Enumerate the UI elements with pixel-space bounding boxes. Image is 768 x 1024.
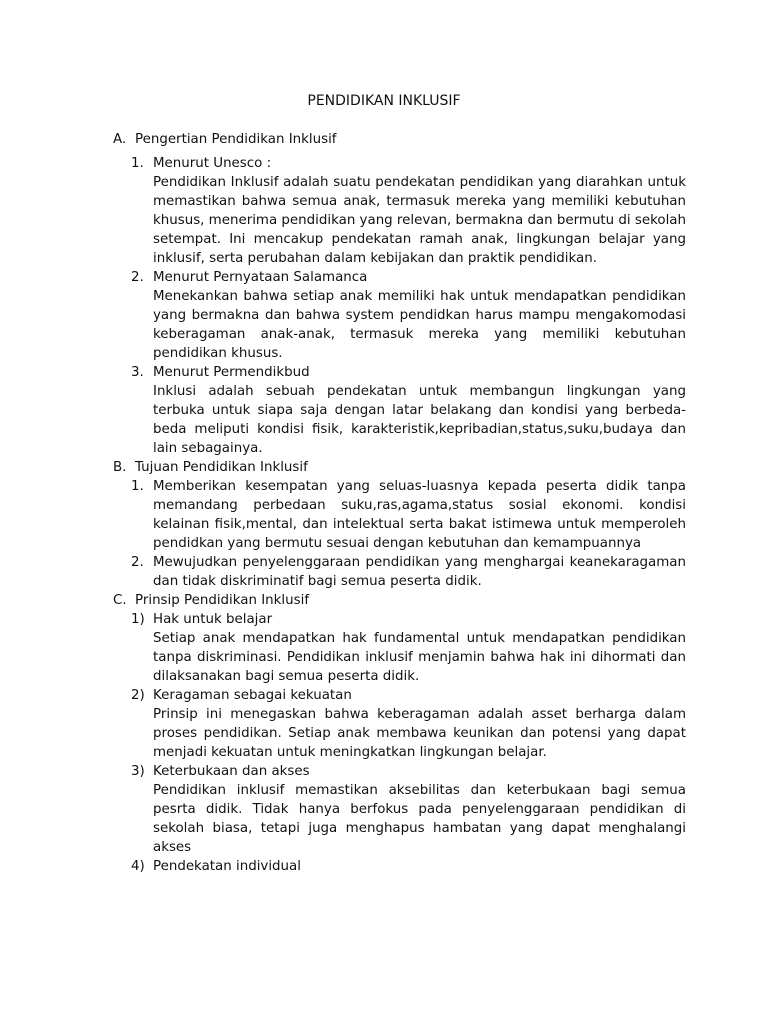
item-marker: 3. [131, 365, 144, 380]
item-marker: 2) [131, 688, 145, 703]
document-title: PENDIDIKAN INKLUSIF [307, 93, 461, 109]
item-heading: Keterbukaan dan akses [153, 764, 310, 779]
list-item [113, 762, 686, 857]
item-text: Memberikan kesempatan yang seluas-luasnya kepada peserta didik tanpa memandang perbedaan suku,ras,agama,status sosial ekonomi. kondisi kelainan fisik,mental, dan intelektual serta bakat istimewa untuk memperoleh pendidkan yang bermutu sesuai dengan kebutuhan dan kemampuannya [153, 479, 686, 551]
item-text: Inklusi adalah sebuah pendekatan untuk membangun lingkungan yang terbuka untuk siapa saja dengan latar belakang dan kondisi yang berbeda-beda meliputi kondisi fisik, karakteristik,kepribadian,status,suku,budaya dan lain sebagainya. [153, 384, 686, 456]
item-heading: Hak untuk belajar [153, 612, 273, 627]
item-marker: 4) [131, 859, 145, 874]
list-item [113, 363, 686, 458]
section-b-heading [113, 458, 686, 477]
item-heading: Keragaman sebagai kekuatan [153, 688, 352, 703]
item-marker: 1. [131, 156, 144, 171]
list-item [113, 477, 686, 553]
item-heading: Pendekatan individual [153, 859, 301, 874]
item-marker: 2. [131, 555, 144, 570]
item-text: Setiap anak mendapatkan hak fundamental untuk mendapatkan pendidikan tanpa diskriminasi. Pendidikan inklusif menjamin bahwa hak ini dihormati dan dilaksanakan bagi semua peserta didik. [153, 631, 686, 684]
item-heading: Menurut Permendikbud [153, 365, 310, 380]
section-marker: C. [113, 593, 127, 608]
item-marker: 3) [131, 764, 145, 779]
list-item [113, 857, 686, 876]
section-a-heading [113, 130, 686, 149]
list-item [113, 686, 686, 762]
item-heading: Menurut Pernyataan Salamanca [153, 270, 368, 285]
list-item [113, 268, 686, 363]
list-item [113, 553, 686, 591]
section-title: Prinsip Pendidikan Inklusif [135, 593, 310, 608]
section-title: Tujuan Pendidikan Inklusif [135, 460, 308, 475]
section-title: Pengertian Pendidikan Inklusif [135, 132, 337, 147]
list-item [113, 154, 686, 268]
item-marker: 2. [131, 270, 144, 285]
item-marker: 1. [131, 479, 144, 494]
item-text: Prinsip ini menegaskan bahwa keberagaman adalah asset berharga dalam proses pendidikan. Setiap anak membawa keunikan dan potensi yang dapat menjadi kekuatan untuk meningkatkan lingkungan belajar. [153, 707, 686, 760]
item-heading: Menurut Unesco : [153, 156, 272, 171]
section-c-heading [113, 591, 686, 610]
item-marker: 1) [131, 612, 145, 627]
list-item [113, 610, 686, 686]
item-text: Pendidikan Inklusif adalah suatu pendekatan pendidikan yang diarahkan untuk memastikan bahwa semua anak, termasuk mereka yang memiliki kebutuhan khusus, menerima pendidikan yang relevan, bermakna dan bermutu di sekolah setempat. Ini mencakup pendekatan ramah anak, lingkungan belajar yang inklusif, serta perubahan dalam kebijakan dan praktik pendidikan. [153, 175, 686, 266]
section-marker: A. [113, 132, 127, 147]
item-text: Pendidikan inklusif memastikan aksebilitas dan keterbukaan bagi semua pesrta didik. Tidak hanya berfokus pada penyelenggaraan pendidikan di sekolah biasa, tetapi juga menghapus hambatan yang dapat menghalangi akses [153, 783, 686, 855]
item-text: Menekankan bahwa setiap anak memiliki hak untuk mendapatkan pendidikan yang bermakna dan bahwa system pendidkan harus mampu mengakomodasi keberagaman anak-anak, termasuk mereka yang memiliki kebutuhan pendidikan khusus. [153, 289, 686, 361]
document-body [113, 130, 686, 876]
item-text: Mewujudkan penyelenggaraan pendidikan yang menghargai keanekaragaman dan tidak diskriminatif bagi semua peserta didik. [153, 555, 686, 589]
section-marker: B. [113, 460, 127, 475]
